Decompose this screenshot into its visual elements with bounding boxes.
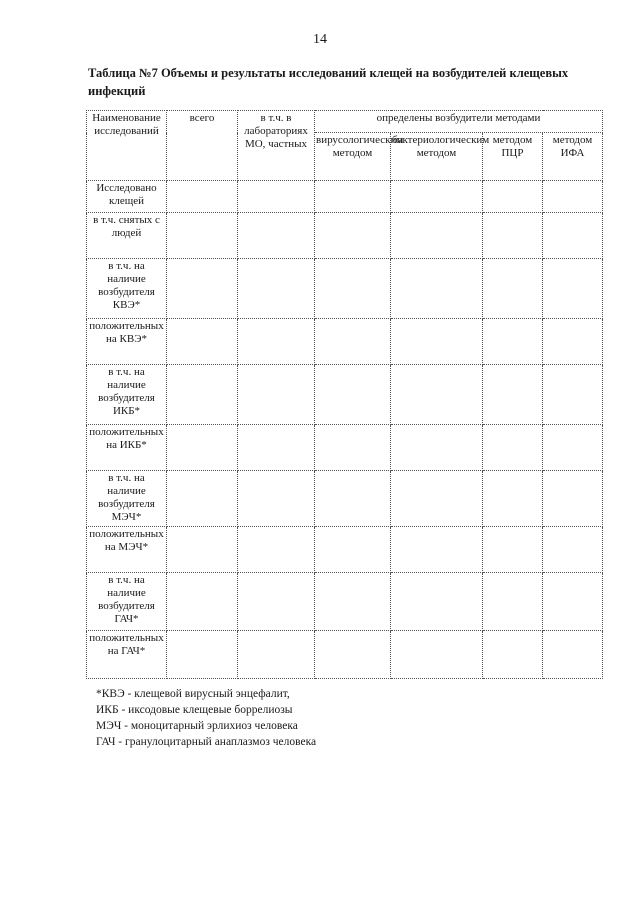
footnote-ikb: ИКБ - иксодовые клещевые боррелиозы (96, 704, 293, 716)
empty-cell (391, 425, 483, 471)
empty-cell (543, 425, 603, 471)
empty-cell (391, 365, 483, 425)
empty-cell (483, 181, 543, 213)
row-label: положительных на МЭЧ* (87, 527, 167, 573)
empty-cell (483, 631, 543, 679)
table-row (87, 181, 603, 213)
empty-cell (238, 213, 315, 259)
empty-cell (483, 471, 543, 527)
footnotes (96, 686, 316, 750)
row-label: положительных на КВЭ* (87, 319, 167, 365)
empty-cell (543, 181, 603, 213)
empty-cell (238, 527, 315, 573)
empty-cell (238, 573, 315, 631)
empty-cell (315, 213, 391, 259)
empty-cell (543, 471, 603, 527)
header-methods-group: определены возбудители методами (315, 111, 603, 133)
empty-cell (483, 259, 543, 319)
empty-cell (167, 213, 238, 259)
empty-cell (543, 573, 603, 631)
empty-cell (238, 365, 315, 425)
empty-cell (315, 527, 391, 573)
empty-cell (483, 527, 543, 573)
table-row (87, 631, 603, 679)
empty-cell (543, 365, 603, 425)
data-table (86, 110, 603, 679)
empty-cell (315, 471, 391, 527)
empty-cell (543, 259, 603, 319)
empty-cell (238, 181, 315, 213)
empty-cell (167, 259, 238, 319)
header-method-bacteriology: бактериологическим методом (391, 133, 483, 181)
empty-cell (483, 213, 543, 259)
page-number: 14 (313, 32, 327, 47)
empty-cell (543, 631, 603, 679)
empty-cell (167, 319, 238, 365)
table-row (87, 527, 603, 573)
table-row (87, 425, 603, 471)
table-title: Таблица №7 Объемы и результаты исследований клещей на возбудителей клещевых инфекций (88, 66, 569, 98)
empty-cell (315, 365, 391, 425)
empty-cell (238, 631, 315, 679)
row-label: положительных на ГАЧ* (87, 631, 167, 679)
empty-cell (391, 319, 483, 365)
row-label: в т.ч. на наличие возбудителя КВЭ* (87, 259, 167, 319)
empty-cell (391, 631, 483, 679)
header-method-virology: вирусологическим методом (315, 133, 391, 181)
empty-cell (543, 319, 603, 365)
table-row (87, 471, 603, 527)
empty-cell (315, 181, 391, 213)
table-row (87, 259, 603, 319)
row-label: в т.ч. на наличие возбудителя МЭЧ* (87, 471, 167, 527)
empty-cell (238, 259, 315, 319)
empty-cell (483, 425, 543, 471)
row-label: в т.ч. на наличие возбудителя ГАЧ* (87, 573, 167, 631)
row-label: в т.ч. снятых с людей (87, 213, 167, 259)
empty-cell (391, 573, 483, 631)
header-method-ifa: методом ИФА (543, 133, 603, 181)
empty-cell (167, 471, 238, 527)
empty-cell (167, 527, 238, 573)
empty-cell (391, 471, 483, 527)
empty-cell (391, 259, 483, 319)
table-row (87, 573, 603, 631)
empty-cell (167, 181, 238, 213)
footnote-kve: *КВЭ - клещевой вирусный энцефалит, (96, 688, 290, 700)
empty-cell (391, 181, 483, 213)
header-name-cell: Наименование исследований (87, 111, 167, 181)
footnote-mech: МЭЧ - моноцитарный эрлихиоз человека (96, 720, 298, 732)
footnote-gach: ГАЧ - гранулоцитарный анаплазмоз человека (96, 736, 317, 748)
header-labs-cell: в т.ч. в лабораториях МО, частных (238, 111, 315, 181)
table-row (87, 365, 603, 425)
empty-cell (483, 573, 543, 631)
empty-cell (391, 527, 483, 573)
row-label: в т.ч. на наличие возбудителя ИКБ* (87, 365, 167, 425)
empty-cell (543, 213, 603, 259)
empty-cell (238, 319, 315, 365)
empty-cell (315, 425, 391, 471)
table-row (87, 213, 603, 259)
empty-cell (315, 573, 391, 631)
empty-cell (543, 527, 603, 573)
header-total-cell: всего (167, 111, 238, 181)
empty-cell (391, 213, 483, 259)
table-row (87, 319, 603, 365)
empty-cell (483, 365, 543, 425)
empty-cell (167, 631, 238, 679)
row-label: Исследовано клещей (87, 181, 167, 213)
empty-cell (167, 365, 238, 425)
row-label: положительных на ИКБ* (87, 425, 167, 471)
header-method-pcr: методом ПЦР (483, 133, 543, 181)
empty-cell (238, 471, 315, 527)
empty-cell (315, 631, 391, 679)
empty-cell (315, 319, 391, 365)
empty-cell (167, 573, 238, 631)
empty-cell (483, 319, 543, 365)
empty-cell (315, 259, 391, 319)
empty-cell (238, 425, 315, 471)
table-header-row (87, 111, 603, 133)
empty-cell (167, 425, 238, 471)
